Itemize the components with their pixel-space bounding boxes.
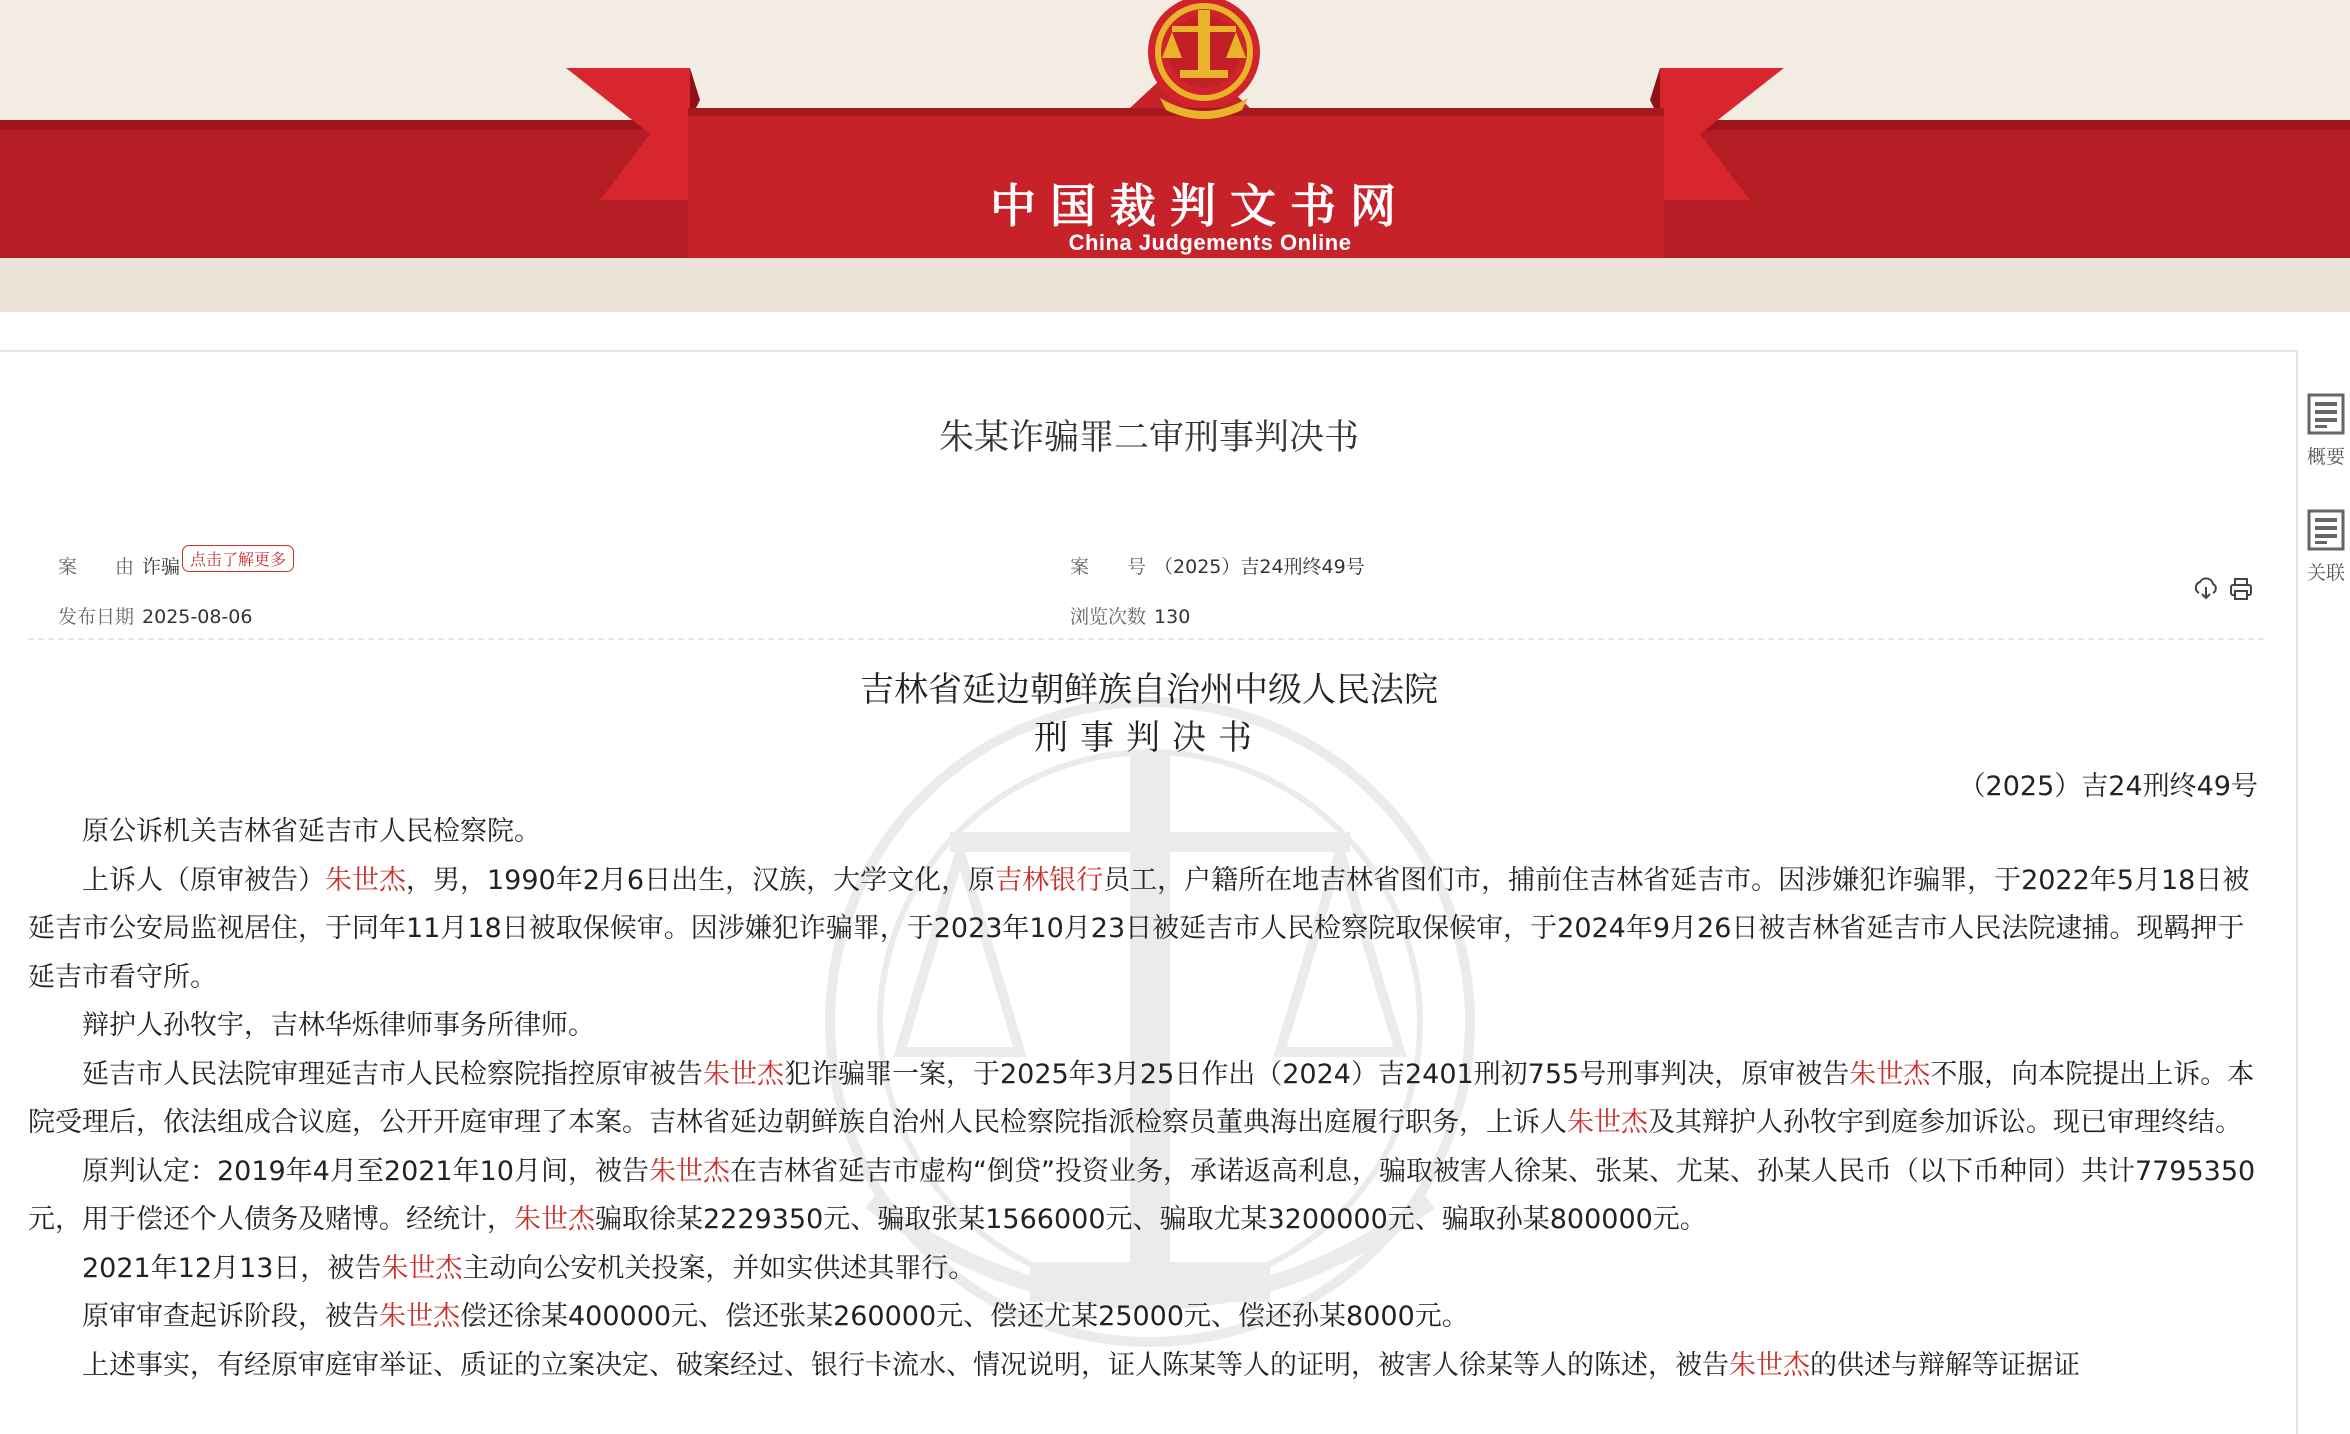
case-reference: （2025）吉24刑终49号 <box>1958 771 2258 802</box>
publish-date-value: 2025-08-06 <box>142 606 253 628</box>
defendant-name-link[interactable]: 朱世杰 <box>325 864 406 896</box>
side-nav-summary-label: 概要 <box>2306 446 2345 468</box>
meta-publish-date <box>58 602 252 629</box>
document-panel <box>0 350 2298 1434</box>
case-cause-label: 案 由 <box>58 556 135 578</box>
document-title: 朱某诈骗罪二审刑事判决书 <box>938 418 1359 458</box>
learn-more-button[interactable]: 点击了解更多 <box>182 545 294 572</box>
defendant-name-link[interactable]: 朱世杰 <box>514 1204 595 1235</box>
download-icon[interactable] <box>2193 576 2219 602</box>
view-count-label: 浏览次数 <box>1070 606 1147 628</box>
paragraph-repayment: 原审审查起诉阶段，被告朱世杰偿还徐某400000元、偿还张某260000元、偿还尤某25000元、偿还孙某8000元。 <box>82 1301 1469 1332</box>
meta-divider <box>28 638 2264 640</box>
document-type: 刑事判决书 <box>1034 718 1264 758</box>
defendant-name-link[interactable]: 朱世杰 <box>648 1155 730 1187</box>
site-subtitle: China Judgements Online <box>1068 230 1352 255</box>
header-bottom-band <box>0 258 2350 312</box>
site-title: 中国裁判文书网 <box>990 179 1410 233</box>
site-header <box>0 0 2350 312</box>
case-cause-value: 诈骗 <box>142 556 181 578</box>
paragraph-original-findings: 原判认定：2019年4月至2021年10月间，被告朱世杰在吉林省延吉市虚构“倒贷”投资业务，承诺返高利息，骗取被害人徐某、张某、尤某、孙某人民币（以下币种同）共计7795350元，用于偿还个人债务及赌博。经统计，朱世杰骗取徐某2229350元、骗取张某1566000元、骗取尤某3200000元、骗取孙某800000元。 <box>28 1155 2256 1235</box>
case-number-label: 案 号 <box>1070 556 1147 578</box>
publish-date-label: 发布日期 <box>58 606 135 628</box>
paragraph-prosecutor: 原公诉机关吉林省延吉市人民检察院。 <box>82 816 541 847</box>
side-nav-summary[interactable] <box>2303 392 2349 469</box>
paragraph-defender: 辩护人孙牧宇，吉林华烁律师事务所律师。 <box>82 1010 595 1041</box>
view-count-value: 130 <box>1154 606 1191 628</box>
defendant-name-link[interactable]: 朱世杰 <box>381 1252 463 1284</box>
meta-view-count <box>1070 602 1190 629</box>
defendant-name-link[interactable]: 朱世杰 <box>703 1058 784 1090</box>
bank-name-link[interactable]: 吉林银行 <box>995 864 1104 896</box>
summary-document-icon <box>2306 392 2346 436</box>
meta-case-cause <box>58 552 294 580</box>
paragraph-evidence: 上述事实，有经原审庭审举证、质证的立案决定、破案经过、银行卡流水、情况说明，证人陈某等人的证明，被害人徐某等人的陈述，被告朱世杰的供述与辩解等证据证 <box>82 1349 2080 1381</box>
print-icon[interactable] <box>2228 576 2254 602</box>
court-emblem-icon <box>1148 0 1260 119</box>
judgment-body <box>28 808 2264 1390</box>
related-document-icon <box>2306 508 2346 552</box>
meta-case-number <box>1070 552 1365 579</box>
side-nav-related-label: 关联 <box>2306 562 2345 584</box>
defendant-name-link[interactable]: 朱世杰 <box>1567 1107 1648 1138</box>
case-number-value: （2025）吉24刑终49号 <box>1154 556 1365 578</box>
paragraph-procedure: 延吉市人民法院审理延吉市人民检察院指控原审被告朱世杰犯诈骗罪一案，于2025年3月25日作出（2024）吉2401刑初755号刑事判决，原审被告朱世杰不服，向本院提出上诉。本院受理后，依法组成合议庭，公开开庭审理了本案。吉林省延边朝鲜族自治州人民检察院指派检察员董典海出庭履行职务，上诉人朱世杰及其辩护人孙牧宇到庭参加诉讼。现已审理终结。 <box>28 1058 2255 1138</box>
defendant-name-link[interactable]: 朱世杰 <box>1729 1349 1810 1381</box>
side-nav-related[interactable] <box>2303 508 2349 585</box>
court-name: 吉林省延边朝鲜族自治州中级人民法院 <box>860 670 1438 710</box>
defendant-name-link[interactable]: 朱世杰 <box>379 1301 460 1332</box>
defendant-name-link[interactable]: 朱世杰 <box>1849 1058 1931 1090</box>
paragraph-surrender: 2021年12月13日，被告朱世杰主动向公安机关投案，并如实供述其罪行。 <box>82 1252 976 1284</box>
paragraph-appellant: 上诉人（原审被告）朱世杰，男，1990年2月6日出生，汉族，大学文化，原吉林银行员工，户籍所在地吉林省图们市，捕前住吉林省延吉市。因涉嫌犯诈骗罪，于2022年5月18日被延吉市公安局监视居住，于同年11月18日被取保候审。因涉嫌犯诈骗罪，于2023年10月23日被延吉市人民检察院取保候审，于2024年9月26日被吉林省延吉市人民法院逮捕。现羁押于延吉市看守所。 <box>28 864 2250 993</box>
